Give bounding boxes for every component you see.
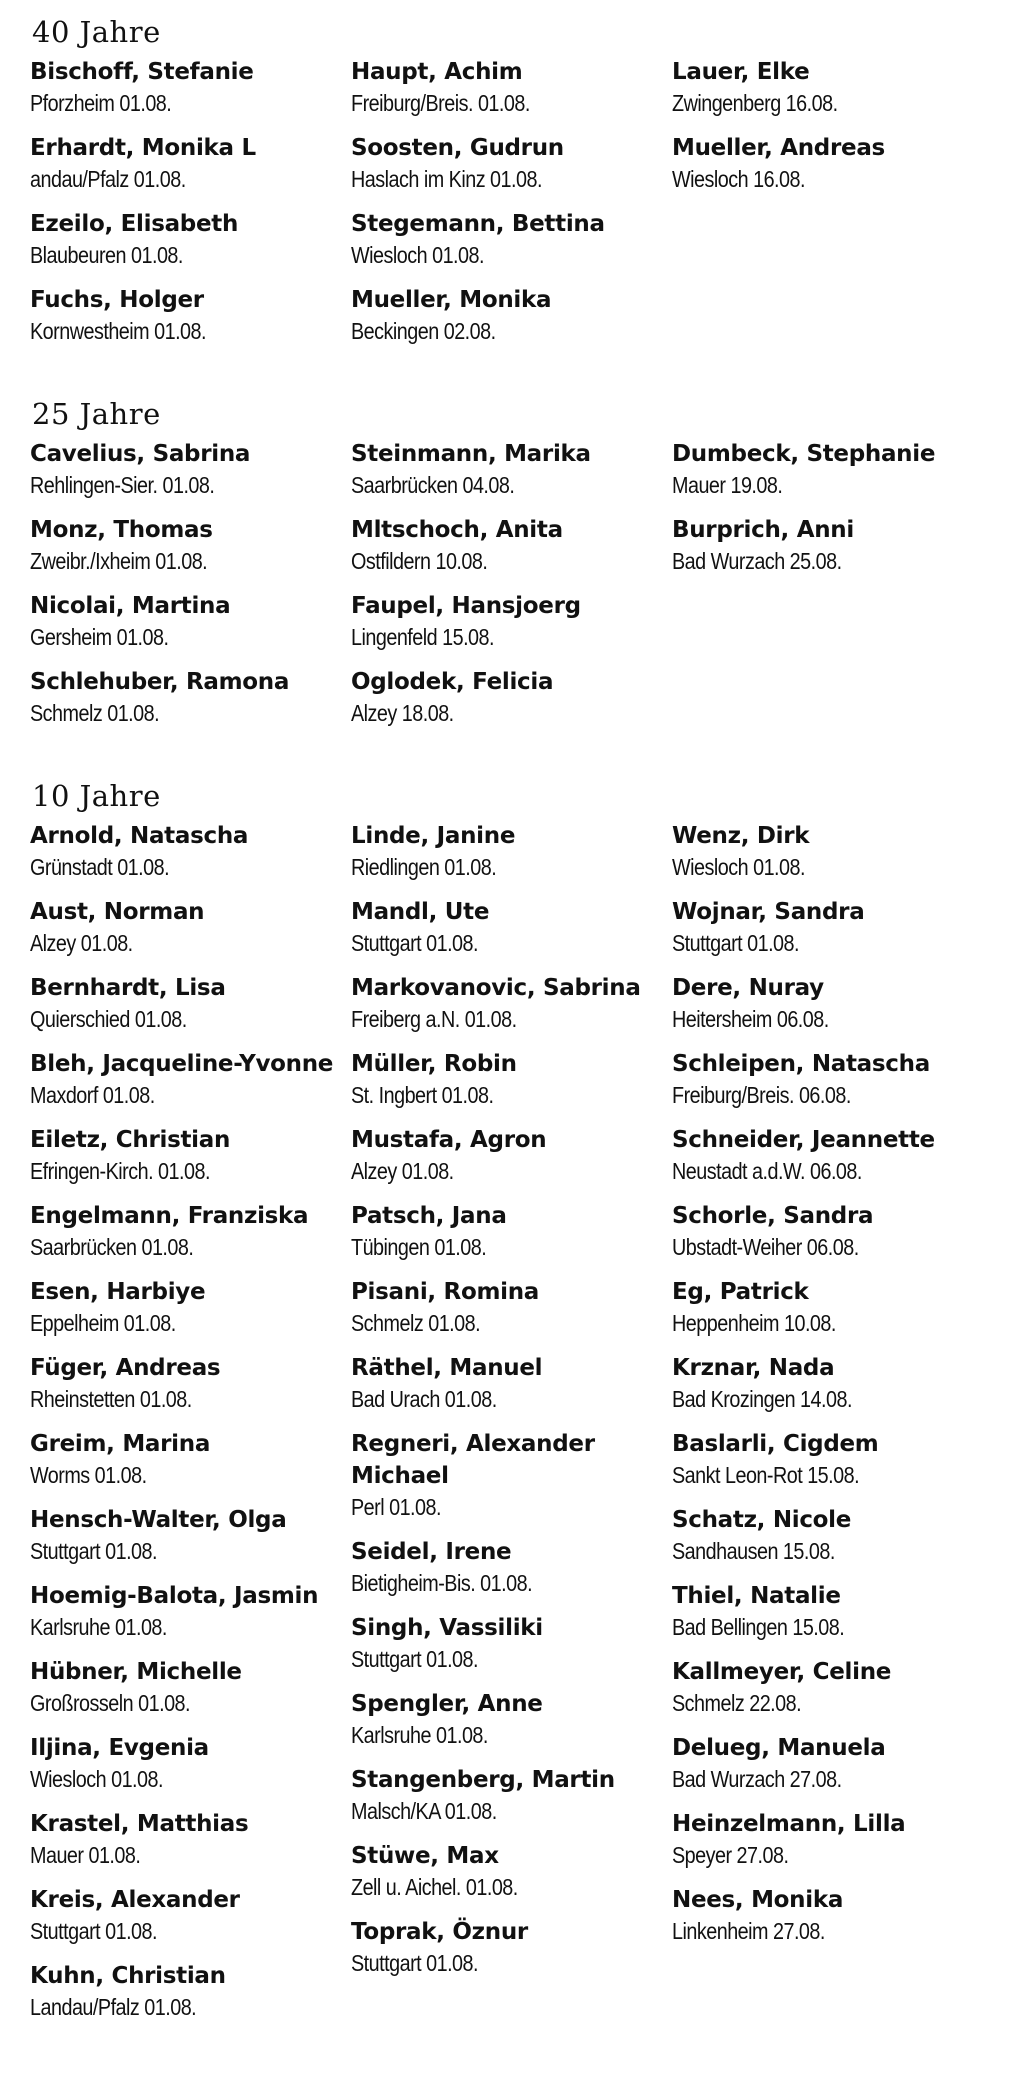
person-name: Ezeilo, Elisabeth (30, 211, 239, 237)
list-item (351, 972, 672, 1034)
location-date: Karlsruhe 01.08. (351, 1722, 488, 1748)
person-name: Hoemig-Balota, Jasmin (30, 1583, 319, 1609)
entry-column (672, 56, 993, 208)
location-date: Sandhausen 15.08. (672, 1538, 835, 1564)
location-date: Landau/Pfalz 01.08. (30, 1994, 197, 2020)
location-date: Maxdorf 01.08. (30, 1082, 155, 1108)
location-date: Stuttgart 01.08. (351, 930, 478, 956)
location-date: Bad Bellingen 15.08. (672, 1614, 845, 1640)
location-date: Wiesloch 01.08. (30, 1766, 163, 1792)
entry-column (351, 56, 672, 360)
list-item (672, 56, 993, 118)
entry-columns (30, 820, 990, 2036)
location-date: St. Ingbert 01.08. (351, 1082, 494, 1108)
list-item (672, 1428, 993, 1490)
list-item (30, 1428, 351, 1490)
person-name: Bleh, Jacqueline-Yvonne (30, 1051, 334, 1077)
list-item (351, 1200, 672, 1262)
location-date: Malsch/KA 01.08. (351, 1798, 497, 1824)
person-name: Arnold, Natascha (30, 823, 249, 849)
location-date: Worms 01.08. (30, 1462, 147, 1488)
list-item (351, 1428, 672, 1522)
person-name: Stüwe, Max (351, 1843, 499, 1869)
person-name: Schatz, Nicole (672, 1507, 852, 1533)
location-date: Bad Wurzach 25.08. (672, 548, 842, 574)
list-item (30, 514, 351, 576)
person-name: Haupt, Achim (351, 59, 523, 85)
list-item (351, 1916, 672, 1978)
entry-column (672, 820, 993, 1960)
person-name: Faupel, Hansjoerg (351, 593, 581, 619)
person-name: Mueller, Monika (351, 287, 552, 313)
list-item (30, 1504, 351, 1566)
list-item (672, 1580, 993, 1642)
list-item (672, 1048, 993, 1110)
location-date: Mauer 01.08. (30, 1842, 141, 1868)
location-date: Bietigheim-Bis. 01.08. (351, 1570, 533, 1596)
list-item (351, 438, 672, 500)
list-item (30, 132, 351, 194)
list-item (672, 132, 993, 194)
person-name: Aust, Norman (30, 899, 205, 925)
location-date: Wiesloch 01.08. (351, 242, 484, 268)
person-name: Thiel, Natalie (672, 1583, 841, 1609)
list-item (30, 1276, 351, 1338)
list-item (672, 514, 993, 576)
location-date: Beckingen 02.08. (351, 318, 496, 344)
list-item (30, 1200, 351, 1262)
person-name: Heinzelmann, Lilla (672, 1811, 906, 1837)
person-name: Bernhardt, Lisa (30, 975, 226, 1001)
list-item (351, 1612, 672, 1674)
person-name: Dumbeck, Stephanie (672, 441, 936, 467)
list-item (30, 1656, 351, 1718)
location-date: Freiburg/Breis. 01.08. (351, 90, 530, 116)
person-name: Singh, Vassiliki (351, 1615, 543, 1641)
location-date: Wiesloch 16.08. (672, 166, 805, 192)
location-date: Freiburg/Breis. 06.08. (672, 1082, 851, 1108)
list-item (351, 1536, 672, 1598)
person-name: Toprak, Öznur (351, 1919, 528, 1945)
person-name: Mueller, Andreas (672, 135, 885, 161)
person-name: Lauer, Elke (672, 59, 810, 85)
person-name: Kuhn, Christian (30, 1963, 226, 1989)
location-date: Heitersheim 06.08. (672, 1006, 829, 1032)
person-name: Schleipen, Natascha (672, 1051, 930, 1077)
person-name: Erhardt, Monika L (30, 135, 256, 161)
location-date: Neustadt a.d.W. 06.08. (672, 1158, 862, 1184)
location-date: Zwingenberg 16.08. (672, 90, 838, 116)
list-item (672, 1504, 993, 1566)
person-name: Linde, Janine (351, 823, 516, 849)
location-date: Ostfildern 10.08. (351, 548, 488, 574)
location-date: Ubstadt-Weiher 06.08. (672, 1234, 859, 1260)
list-item (351, 666, 672, 728)
list-item (672, 438, 993, 500)
list-item (672, 1732, 993, 1794)
person-name: Greim, Marina (30, 1431, 211, 1457)
list-item (672, 1352, 993, 1414)
person-name: Dere, Nuray (672, 975, 824, 1001)
location-date: Wiesloch 01.08. (672, 854, 805, 880)
location-date: Zweibr./Ixheim 01.08. (30, 548, 208, 574)
location-date: Alzey 18.08. (351, 700, 454, 726)
list-item (351, 1124, 672, 1186)
location-date: Heppenheim 10.08. (672, 1310, 836, 1336)
person-name: Iljina, Evgenia (30, 1735, 209, 1761)
list-item (351, 208, 672, 270)
location-date: Stuttgart 01.08. (351, 1950, 478, 1976)
anniversary-list (30, 12, 990, 2070)
person-name: Bischoff, Stefanie (30, 59, 254, 85)
person-name: Hübner, Michelle (30, 1659, 242, 1685)
list-item (672, 820, 993, 882)
location-date: Blaubeuren 01.08. (30, 242, 183, 268)
list-item (672, 972, 993, 1034)
list-item (672, 1808, 993, 1870)
location-date: Lingenfeld 15.08. (351, 624, 495, 650)
person-name: Müller, Robin (351, 1051, 517, 1077)
list-item (30, 1732, 351, 1794)
person-name: Nicolai, Martina (30, 593, 231, 619)
entry-column (30, 56, 351, 360)
person-name: Schlehuber, Ramona (30, 669, 290, 695)
section-title: 10 Jahre (32, 779, 161, 813)
person-name: Baslarli, Cigdem (672, 1431, 879, 1457)
location-date: Sankt Leon-Rot 15.08. (672, 1462, 860, 1488)
anniversary-section (30, 394, 990, 742)
person-name: Fuchs, Holger (30, 287, 204, 313)
location-date: Linkenheim 27.08. (672, 1918, 825, 1944)
list-item (351, 132, 672, 194)
location-date: Haslach im Kinz 01.08. (351, 166, 542, 192)
location-date: Bad Urach 01.08. (351, 1386, 497, 1412)
list-item (30, 896, 351, 958)
person-name: Oglodek, Felicia (351, 669, 554, 695)
entry-column (30, 438, 351, 742)
location-date: Freiberg a.N. 01.08. (351, 1006, 517, 1032)
location-date: Großrosseln 01.08. (30, 1690, 191, 1716)
person-name: Steinmann, Marika (351, 441, 591, 467)
location-date: Stuttgart 01.08. (30, 1918, 157, 1944)
location-date: Pforzheim 01.08. (30, 90, 172, 116)
anniversary-section (30, 12, 990, 360)
person-name: Burprich, Anni (672, 517, 854, 543)
location-date: Stuttgart 01.08. (672, 930, 799, 956)
location-date: Stuttgart 01.08. (30, 1538, 157, 1564)
person-name: Engelmann, Franziska (30, 1203, 309, 1229)
person-name: Delueg, Manuela (672, 1735, 886, 1761)
location-date: andau/Pfalz 01.08. (30, 166, 186, 192)
list-item (351, 1352, 672, 1414)
location-date: Perl 01.08. (351, 1494, 441, 1520)
location-date: Karlsruhe 01.08. (30, 1614, 167, 1640)
person-name: Stangenberg, Martin (351, 1767, 615, 1793)
list-item (30, 1048, 351, 1110)
list-item (30, 1124, 351, 1186)
list-item (30, 56, 351, 118)
person-name: Kallmeyer, Celine (672, 1659, 892, 1685)
list-item (351, 820, 672, 882)
person-name: Mandl, Ute (351, 899, 490, 925)
list-item (351, 1688, 672, 1750)
location-date: Alzey 01.08. (351, 1158, 454, 1184)
person-name: Schorle, Sandra (672, 1203, 874, 1229)
location-date: Zell u. Aichel. 01.08. (351, 1874, 518, 1900)
entry-column (351, 820, 672, 1992)
location-date: Rheinstetten 01.08. (30, 1386, 192, 1412)
list-item (30, 1352, 351, 1414)
person-name: Stegemann, Bettina (351, 211, 605, 237)
person-name: Esen, Harbiye (30, 1279, 206, 1305)
person-name: Schneider, Jeannette (672, 1127, 935, 1153)
location-date: Bad Krozingen 14.08. (672, 1386, 852, 1412)
person-name: Patsch, Jana (351, 1203, 507, 1229)
entry-columns (30, 56, 990, 360)
person-name: Cavelius, Sabrina (30, 441, 251, 467)
person-name: Füger, Andreas (30, 1355, 221, 1381)
location-date: Saarbrücken 01.08. (30, 1234, 194, 1260)
location-date: Schmelz 01.08. (30, 700, 160, 726)
person-name: Krastel, Matthias (30, 1811, 249, 1837)
list-item (30, 1580, 351, 1642)
person-name: Mltschoch, Anita (351, 517, 563, 543)
location-date: Tübingen 01.08. (351, 1234, 487, 1260)
list-item (30, 820, 351, 882)
person-name: Regneri, Alexander Michael (351, 1431, 595, 1489)
location-date: Efringen-Kirch. 01.08. (30, 1158, 210, 1184)
location-date: Quierschied 01.08. (30, 1006, 187, 1032)
person-name: Spengler, Anne (351, 1691, 543, 1717)
location-date: Saarbrücken 04.08. (351, 472, 515, 498)
list-item (351, 1764, 672, 1826)
person-name: Wenz, Dirk (672, 823, 810, 849)
location-date: Mauer 19.08. (672, 472, 783, 498)
entry-column (30, 820, 351, 2036)
location-date: Schmelz 22.08. (672, 1690, 802, 1716)
entry-column (351, 438, 672, 742)
list-item (672, 1124, 993, 1186)
list-item (351, 514, 672, 576)
list-item (351, 896, 672, 958)
location-date: Stuttgart 01.08. (351, 1646, 478, 1672)
list-item (30, 1808, 351, 1870)
person-name: Wojnar, Sandra (672, 899, 865, 925)
entry-columns (30, 438, 990, 742)
person-name: Monz, Thomas (30, 517, 213, 543)
list-item (30, 666, 351, 728)
person-name: Eg, Patrick (672, 1279, 809, 1305)
person-name: Seidel, Irene (351, 1539, 512, 1565)
location-date: Grünstadt 01.08. (30, 854, 170, 880)
location-date: Eppelheim 01.08. (30, 1310, 176, 1336)
person-name: Markovanovic, Sabrina (351, 975, 641, 1001)
list-item (30, 590, 351, 652)
location-date: Speyer 27.08. (672, 1842, 789, 1868)
person-name: Kreis, Alexander (30, 1887, 240, 1913)
list-item (351, 56, 672, 118)
person-name: Eiletz, Christian (30, 1127, 231, 1153)
location-date: Bad Wurzach 27.08. (672, 1766, 842, 1792)
person-name: Soosten, Gudrun (351, 135, 564, 161)
list-item (30, 1884, 351, 1946)
person-name: Nees, Monika (672, 1887, 844, 1913)
list-item (672, 1656, 993, 1718)
list-item (351, 1276, 672, 1338)
list-item (672, 1276, 993, 1338)
person-name: Pisani, Romina (351, 1279, 540, 1305)
list-item (351, 284, 672, 346)
list-item (672, 1200, 993, 1262)
location-date: Kornwestheim 01.08. (30, 318, 207, 344)
list-item (30, 1960, 351, 2022)
list-item (351, 1840, 672, 1902)
section-title: 40 Jahre (32, 15, 161, 49)
list-item (351, 590, 672, 652)
location-date: Rehlingen-Sier. 01.08. (30, 472, 215, 498)
list-item (672, 896, 993, 958)
person-name: Mustafa, Agron (351, 1127, 547, 1153)
list-item (30, 438, 351, 500)
entry-column (672, 438, 993, 590)
list-item (672, 1884, 993, 1946)
list-item (30, 284, 351, 346)
person-name: Räthel, Manuel (351, 1355, 543, 1381)
location-date: Riedlingen 01.08. (351, 854, 497, 880)
list-item (351, 1048, 672, 1110)
location-date: Schmelz 01.08. (351, 1310, 481, 1336)
location-date: Alzey 01.08. (30, 930, 133, 956)
list-item (30, 972, 351, 1034)
anniversary-section (30, 776, 990, 2036)
person-name: Hensch-Walter, Olga (30, 1507, 287, 1533)
location-date: Gersheim 01.08. (30, 624, 169, 650)
section-title: 25 Jahre (32, 397, 161, 431)
person-name: Krznar, Nada (672, 1355, 835, 1381)
list-item (30, 208, 351, 270)
